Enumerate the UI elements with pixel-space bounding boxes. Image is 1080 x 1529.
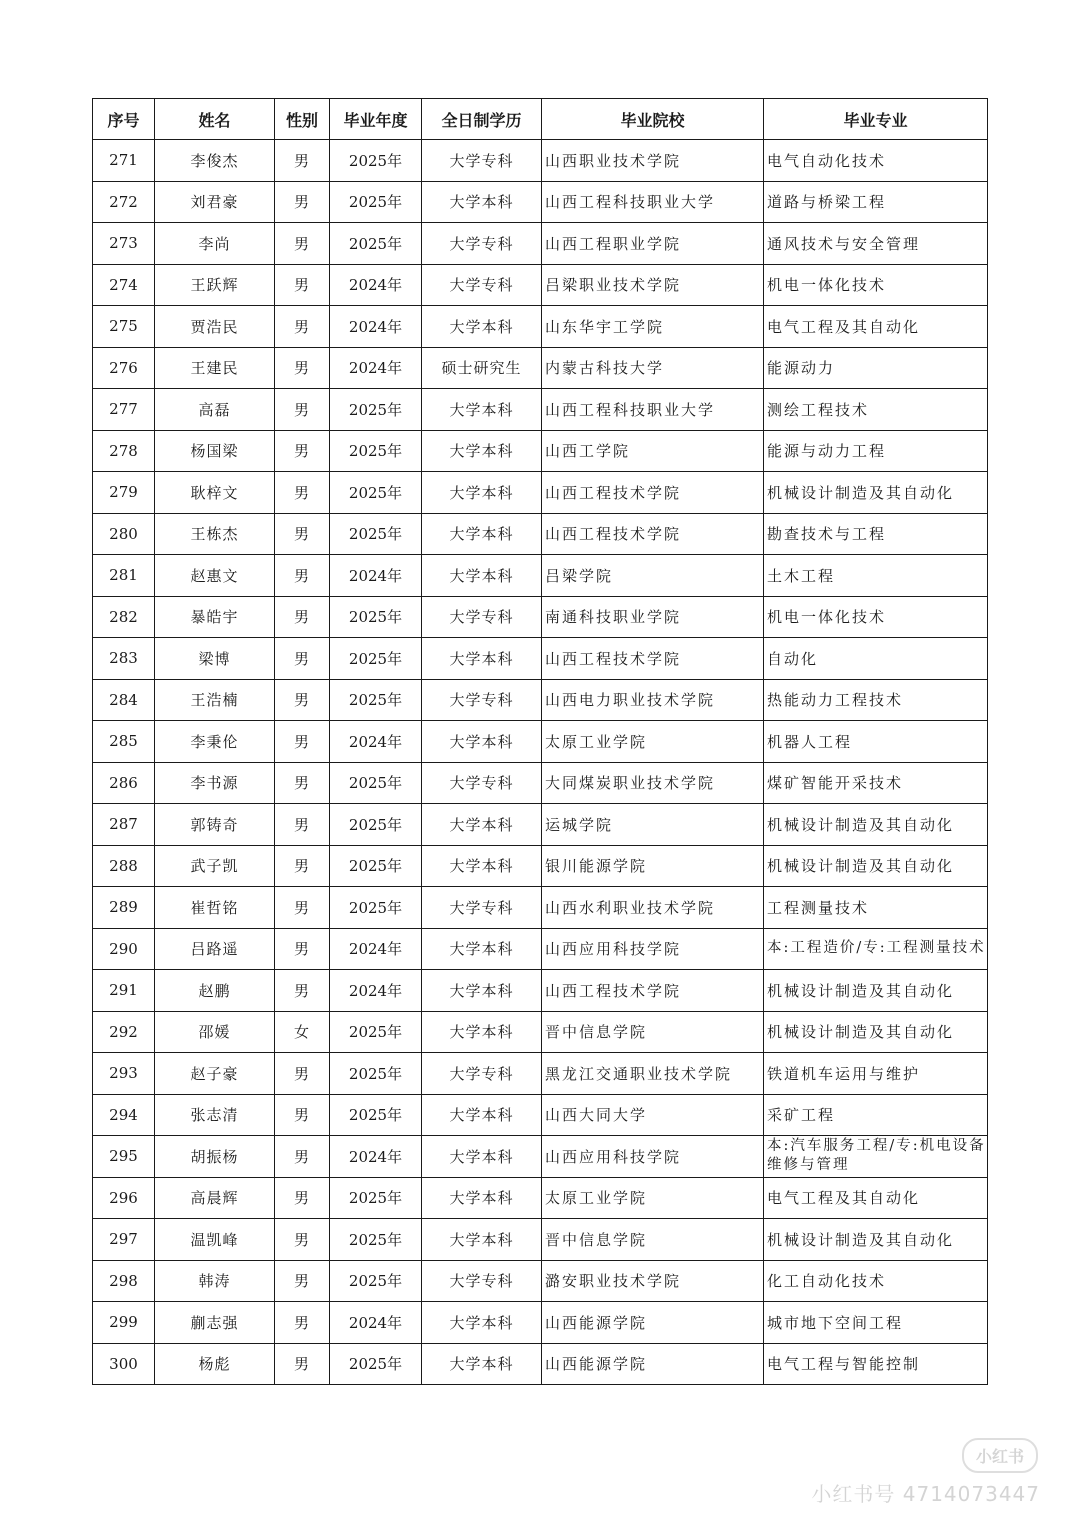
table-row bbox=[93, 845, 988, 887]
cell-school: 山西工学院 bbox=[542, 430, 764, 472]
cell-school: 运城学院 bbox=[542, 804, 764, 846]
cell-index: 296 bbox=[93, 1177, 155, 1219]
cell-grad-year: 2024年 bbox=[330, 306, 422, 348]
cell-index: 295 bbox=[93, 1136, 155, 1178]
cell-major: 本:工程造价/专:工程测量技术 bbox=[764, 928, 988, 970]
table-row bbox=[93, 389, 988, 431]
cell-school: 太原工业学院 bbox=[542, 721, 764, 763]
cell-education: 大学本科 bbox=[422, 1136, 542, 1178]
cell-index: 290 bbox=[93, 928, 155, 970]
cell-name: 耿梓文 bbox=[155, 472, 275, 514]
cell-education: 大学本科 bbox=[422, 1177, 542, 1219]
cell-index: 276 bbox=[93, 347, 155, 389]
cell-education: 大学本科 bbox=[422, 1302, 542, 1344]
cell-school: 山西电力职业技术学院 bbox=[542, 679, 764, 721]
cell-index: 275 bbox=[93, 306, 155, 348]
cell-name: 吕路遥 bbox=[155, 928, 275, 970]
cell-major: 电气工程及其自动化 bbox=[764, 1177, 988, 1219]
cell-gender: 男 bbox=[275, 1177, 330, 1219]
cell-index: 279 bbox=[93, 472, 155, 514]
cell-index: 271 bbox=[93, 140, 155, 182]
cell-index: 291 bbox=[93, 970, 155, 1012]
header-name: 姓名 bbox=[155, 99, 275, 140]
cell-school: 山西工程技术学院 bbox=[542, 472, 764, 514]
cell-gender: 男 bbox=[275, 1260, 330, 1302]
table-row bbox=[93, 887, 988, 929]
cell-name: 暴皓宇 bbox=[155, 596, 275, 638]
cell-education: 大学本科 bbox=[422, 1219, 542, 1261]
cell-education: 大学本科 bbox=[422, 472, 542, 514]
table-row bbox=[93, 1343, 988, 1385]
cell-grad-year: 2024年 bbox=[330, 721, 422, 763]
cell-grad-year: 2025年 bbox=[330, 1094, 422, 1136]
cell-name: 王建民 bbox=[155, 347, 275, 389]
cell-major: 机械设计制造及其自动化 bbox=[764, 804, 988, 846]
cell-school: 山西工程科技职业大学 bbox=[542, 389, 764, 431]
cell-grad-year: 2024年 bbox=[330, 264, 422, 306]
cell-index: 299 bbox=[93, 1302, 155, 1344]
cell-education: 大学本科 bbox=[422, 555, 542, 597]
cell-major: 热能动力工程技术 bbox=[764, 679, 988, 721]
cell-school: 山东华宇工学院 bbox=[542, 306, 764, 348]
cell-index: 298 bbox=[93, 1260, 155, 1302]
watermark-id: 小红书号 4714073447 bbox=[811, 1482, 1040, 1506]
cell-major: 机械设计制造及其自动化 bbox=[764, 845, 988, 887]
cell-gender: 男 bbox=[275, 970, 330, 1012]
cell-name: 高磊 bbox=[155, 389, 275, 431]
header-index: 序号 bbox=[93, 99, 155, 140]
table-row bbox=[93, 430, 988, 472]
cell-index: 283 bbox=[93, 638, 155, 680]
cell-name: 温凯峰 bbox=[155, 1219, 275, 1261]
cell-school: 山西能源学院 bbox=[542, 1343, 764, 1385]
table-row bbox=[93, 181, 988, 223]
cell-grad-year: 2024年 bbox=[330, 928, 422, 970]
cell-name: 赵惠文 bbox=[155, 555, 275, 597]
cell-gender: 男 bbox=[275, 223, 330, 265]
cell-education: 大学本科 bbox=[422, 721, 542, 763]
cell-gender: 男 bbox=[275, 181, 330, 223]
cell-grad-year: 2025年 bbox=[330, 1011, 422, 1053]
cell-education: 大学本科 bbox=[422, 970, 542, 1012]
cell-education: 大学本科 bbox=[422, 1094, 542, 1136]
cell-grad-year: 2025年 bbox=[330, 1177, 422, 1219]
cell-gender: 男 bbox=[275, 762, 330, 804]
cell-gender: 男 bbox=[275, 1302, 330, 1344]
cell-school: 山西工程技术学院 bbox=[542, 513, 764, 555]
cell-gender: 男 bbox=[275, 347, 330, 389]
cell-grad-year: 2025年 bbox=[330, 1219, 422, 1261]
header-gender: 性别 bbox=[275, 99, 330, 140]
cell-major: 工程测量技术 bbox=[764, 887, 988, 929]
cell-name: 杨彪 bbox=[155, 1343, 275, 1385]
cell-education: 硕士研究生 bbox=[422, 347, 542, 389]
cell-grad-year: 2025年 bbox=[330, 513, 422, 555]
cell-gender: 男 bbox=[275, 472, 330, 514]
cell-index: 274 bbox=[93, 264, 155, 306]
cell-name: 高晨辉 bbox=[155, 1177, 275, 1219]
header-major: 毕业专业 bbox=[764, 99, 988, 140]
cell-grad-year: 2025年 bbox=[330, 1260, 422, 1302]
cell-school: 山西工程技术学院 bbox=[542, 970, 764, 1012]
table-row bbox=[93, 347, 988, 389]
table-row bbox=[93, 1177, 988, 1219]
cell-major: 电气工程及其自动化 bbox=[764, 306, 988, 348]
cell-grad-year: 2025年 bbox=[330, 596, 422, 638]
cell-school: 山西工程技术学院 bbox=[542, 638, 764, 680]
cell-school: 山西应用科技学院 bbox=[542, 1136, 764, 1178]
cell-grad-year: 2025年 bbox=[330, 223, 422, 265]
cell-major: 能源动力 bbox=[764, 347, 988, 389]
cell-gender: 男 bbox=[275, 721, 330, 763]
cell-gender: 女 bbox=[275, 1011, 330, 1053]
cell-school: 太原工业学院 bbox=[542, 1177, 764, 1219]
cell-name: 蒯志强 bbox=[155, 1302, 275, 1344]
cell-gender: 男 bbox=[275, 1343, 330, 1385]
table-row bbox=[93, 264, 988, 306]
table-row bbox=[93, 472, 988, 514]
cell-grad-year: 2024年 bbox=[330, 1302, 422, 1344]
table-row bbox=[93, 1260, 988, 1302]
cell-education: 大学本科 bbox=[422, 430, 542, 472]
cell-gender: 男 bbox=[275, 140, 330, 182]
cell-gender: 男 bbox=[275, 887, 330, 929]
header-row bbox=[93, 99, 988, 140]
cell-index: 287 bbox=[93, 804, 155, 846]
table-row bbox=[93, 970, 988, 1012]
cell-grad-year: 2025年 bbox=[330, 389, 422, 431]
cell-gender: 男 bbox=[275, 513, 330, 555]
cell-gender: 男 bbox=[275, 804, 330, 846]
cell-gender: 男 bbox=[275, 638, 330, 680]
cell-education: 大学专科 bbox=[422, 140, 542, 182]
cell-school: 山西工程职业学院 bbox=[542, 223, 764, 265]
cell-index: 289 bbox=[93, 887, 155, 929]
table-row bbox=[93, 679, 988, 721]
table-row bbox=[93, 928, 988, 970]
cell-index: 272 bbox=[93, 181, 155, 223]
cell-education: 大学本科 bbox=[422, 804, 542, 846]
cell-school: 山西水利职业技术学院 bbox=[542, 887, 764, 929]
table-row bbox=[93, 1053, 988, 1095]
cell-school: 山西大同大学 bbox=[542, 1094, 764, 1136]
table-row bbox=[93, 140, 988, 182]
cell-major: 道路与桥梁工程 bbox=[764, 181, 988, 223]
cell-education: 大学本科 bbox=[422, 513, 542, 555]
cell-grad-year: 2024年 bbox=[330, 970, 422, 1012]
cell-school: 晋中信息学院 bbox=[542, 1011, 764, 1053]
cell-grad-year: 2025年 bbox=[330, 887, 422, 929]
cell-school: 内蒙古科技大学 bbox=[542, 347, 764, 389]
cell-school: 吕梁学院 bbox=[542, 555, 764, 597]
cell-school: 大同煤炭职业技术学院 bbox=[542, 762, 764, 804]
cell-name: 张志清 bbox=[155, 1094, 275, 1136]
cell-index: 280 bbox=[93, 513, 155, 555]
cell-school: 山西职业技术学院 bbox=[542, 140, 764, 182]
cell-grad-year: 2025年 bbox=[330, 140, 422, 182]
cell-education: 大学专科 bbox=[422, 762, 542, 804]
cell-major: 通风技术与安全管理 bbox=[764, 223, 988, 265]
cell-major: 城市地下空间工程 bbox=[764, 1302, 988, 1344]
cell-education: 大学本科 bbox=[422, 181, 542, 223]
cell-major: 自动化 bbox=[764, 638, 988, 680]
cell-name: 李秉伦 bbox=[155, 721, 275, 763]
cell-education: 大学本科 bbox=[422, 845, 542, 887]
cell-school: 山西能源学院 bbox=[542, 1302, 764, 1344]
cell-major: 煤矿智能开采技术 bbox=[764, 762, 988, 804]
cell-major: 机械设计制造及其自动化 bbox=[764, 472, 988, 514]
cell-gender: 男 bbox=[275, 555, 330, 597]
header-grad-year: 毕业年度 bbox=[330, 99, 422, 140]
cell-index: 300 bbox=[93, 1343, 155, 1385]
cell-gender: 男 bbox=[275, 845, 330, 887]
cell-name: 梁博 bbox=[155, 638, 275, 680]
cell-school: 银川能源学院 bbox=[542, 845, 764, 887]
header-school: 毕业院校 bbox=[542, 99, 764, 140]
cell-index: 281 bbox=[93, 555, 155, 597]
cell-major: 机电一体化技术 bbox=[764, 596, 988, 638]
table-row bbox=[93, 1219, 988, 1261]
cell-major: 电气工程与智能控制 bbox=[764, 1343, 988, 1385]
cell-gender: 男 bbox=[275, 306, 330, 348]
recruitment-table bbox=[92, 98, 988, 1385]
cell-school: 南通科技职业学院 bbox=[542, 596, 764, 638]
cell-name: 李尚 bbox=[155, 223, 275, 265]
cell-major: 机械设计制造及其自动化 bbox=[764, 1219, 988, 1261]
watermark-logo: 小红书 bbox=[962, 1438, 1038, 1473]
cell-index: 297 bbox=[93, 1219, 155, 1261]
cell-major: 机电一体化技术 bbox=[764, 264, 988, 306]
cell-index: 292 bbox=[93, 1011, 155, 1053]
table-row bbox=[93, 513, 988, 555]
cell-name: 李书源 bbox=[155, 762, 275, 804]
table-row bbox=[93, 762, 988, 804]
table-row bbox=[93, 223, 988, 265]
cell-grad-year: 2025年 bbox=[330, 762, 422, 804]
cell-name: 郭铸奇 bbox=[155, 804, 275, 846]
cell-index: 288 bbox=[93, 845, 155, 887]
cell-name: 王栋杰 bbox=[155, 513, 275, 555]
cell-gender: 男 bbox=[275, 1136, 330, 1178]
cell-index: 278 bbox=[93, 430, 155, 472]
cell-education: 大学本科 bbox=[422, 928, 542, 970]
cell-education: 大学专科 bbox=[422, 596, 542, 638]
cell-index: 282 bbox=[93, 596, 155, 638]
cell-grad-year: 2025年 bbox=[330, 1343, 422, 1385]
header-education: 全日制学历 bbox=[422, 99, 542, 140]
table-row bbox=[93, 721, 988, 763]
table-row bbox=[93, 306, 988, 348]
cell-education: 大学专科 bbox=[422, 1053, 542, 1095]
cell-grad-year: 2024年 bbox=[330, 347, 422, 389]
cell-name: 王跃辉 bbox=[155, 264, 275, 306]
cell-index: 285 bbox=[93, 721, 155, 763]
cell-grad-year: 2025年 bbox=[330, 845, 422, 887]
cell-name: 刘君豪 bbox=[155, 181, 275, 223]
table-row bbox=[93, 804, 988, 846]
table-row bbox=[93, 638, 988, 680]
cell-education: 大学本科 bbox=[422, 638, 542, 680]
cell-grad-year: 2025年 bbox=[330, 472, 422, 514]
cell-school: 晋中信息学院 bbox=[542, 1219, 764, 1261]
cell-gender: 男 bbox=[275, 596, 330, 638]
cell-major: 机器人工程 bbox=[764, 721, 988, 763]
cell-major: 铁道机车运用与维护 bbox=[764, 1053, 988, 1095]
cell-name: 赵鹏 bbox=[155, 970, 275, 1012]
cell-index: 273 bbox=[93, 223, 155, 265]
cell-major: 勘查技术与工程 bbox=[764, 513, 988, 555]
cell-gender: 男 bbox=[275, 928, 330, 970]
cell-major: 机械设计制造及其自动化 bbox=[764, 1011, 988, 1053]
cell-name: 崔哲铭 bbox=[155, 887, 275, 929]
cell-name: 李俊杰 bbox=[155, 140, 275, 182]
cell-school: 山西工程科技职业大学 bbox=[542, 181, 764, 223]
cell-major: 能源与动力工程 bbox=[764, 430, 988, 472]
cell-gender: 男 bbox=[275, 679, 330, 721]
table-row bbox=[93, 596, 988, 638]
cell-major: 化工自动化技术 bbox=[764, 1260, 988, 1302]
cell-name: 杨国梁 bbox=[155, 430, 275, 472]
cell-gender: 男 bbox=[275, 389, 330, 431]
cell-grad-year: 2025年 bbox=[330, 181, 422, 223]
cell-major: 采矿工程 bbox=[764, 1094, 988, 1136]
cell-index: 293 bbox=[93, 1053, 155, 1095]
cell-major: 土木工程 bbox=[764, 555, 988, 597]
cell-index: 294 bbox=[93, 1094, 155, 1136]
table-row bbox=[93, 1136, 988, 1178]
cell-grad-year: 2025年 bbox=[330, 1053, 422, 1095]
cell-education: 大学专科 bbox=[422, 887, 542, 929]
cell-name: 赵子豪 bbox=[155, 1053, 275, 1095]
cell-major: 机械设计制造及其自动化 bbox=[764, 970, 988, 1012]
table-row bbox=[93, 1302, 988, 1344]
cell-name: 王浩楠 bbox=[155, 679, 275, 721]
cell-major: 本:汽车服务工程/专:机电设备维修与管理 bbox=[764, 1136, 988, 1178]
cell-grad-year: 2025年 bbox=[330, 804, 422, 846]
cell-education: 大学本科 bbox=[422, 389, 542, 431]
cell-gender: 男 bbox=[275, 1053, 330, 1095]
table-row bbox=[93, 1094, 988, 1136]
cell-index: 286 bbox=[93, 762, 155, 804]
cell-school: 山西应用科技学院 bbox=[542, 928, 764, 970]
cell-education: 大学专科 bbox=[422, 264, 542, 306]
cell-education: 大学本科 bbox=[422, 1011, 542, 1053]
cell-gender: 男 bbox=[275, 1219, 330, 1261]
cell-education: 大学专科 bbox=[422, 1260, 542, 1302]
cell-name: 邵媛 bbox=[155, 1011, 275, 1053]
cell-school: 吕梁职业技术学院 bbox=[542, 264, 764, 306]
cell-major: 电气自动化技术 bbox=[764, 140, 988, 182]
cell-name: 武子凯 bbox=[155, 845, 275, 887]
cell-grad-year: 2025年 bbox=[330, 679, 422, 721]
cell-name: 韩涛 bbox=[155, 1260, 275, 1302]
cell-grad-year: 2024年 bbox=[330, 555, 422, 597]
cell-name: 贾浩民 bbox=[155, 306, 275, 348]
cell-school: 黑龙江交通职业技术学院 bbox=[542, 1053, 764, 1095]
cell-name: 胡振杨 bbox=[155, 1136, 275, 1178]
cell-major: 测绘工程技术 bbox=[764, 389, 988, 431]
cell-gender: 男 bbox=[275, 1094, 330, 1136]
cell-index: 277 bbox=[93, 389, 155, 431]
cell-grad-year: 2025年 bbox=[330, 638, 422, 680]
table-row bbox=[93, 555, 988, 597]
cell-education: 大学本科 bbox=[422, 306, 542, 348]
cell-school: 潞安职业技术学院 bbox=[542, 1260, 764, 1302]
cell-education: 大学本科 bbox=[422, 1343, 542, 1385]
cell-education: 大学专科 bbox=[422, 223, 542, 265]
cell-index: 284 bbox=[93, 679, 155, 721]
cell-grad-year: 2024年 bbox=[330, 1136, 422, 1178]
table-row bbox=[93, 1011, 988, 1053]
cell-gender: 男 bbox=[275, 264, 330, 306]
cell-gender: 男 bbox=[275, 430, 330, 472]
cell-education: 大学专科 bbox=[422, 679, 542, 721]
table-body bbox=[93, 140, 988, 1385]
cell-grad-year: 2025年 bbox=[330, 430, 422, 472]
